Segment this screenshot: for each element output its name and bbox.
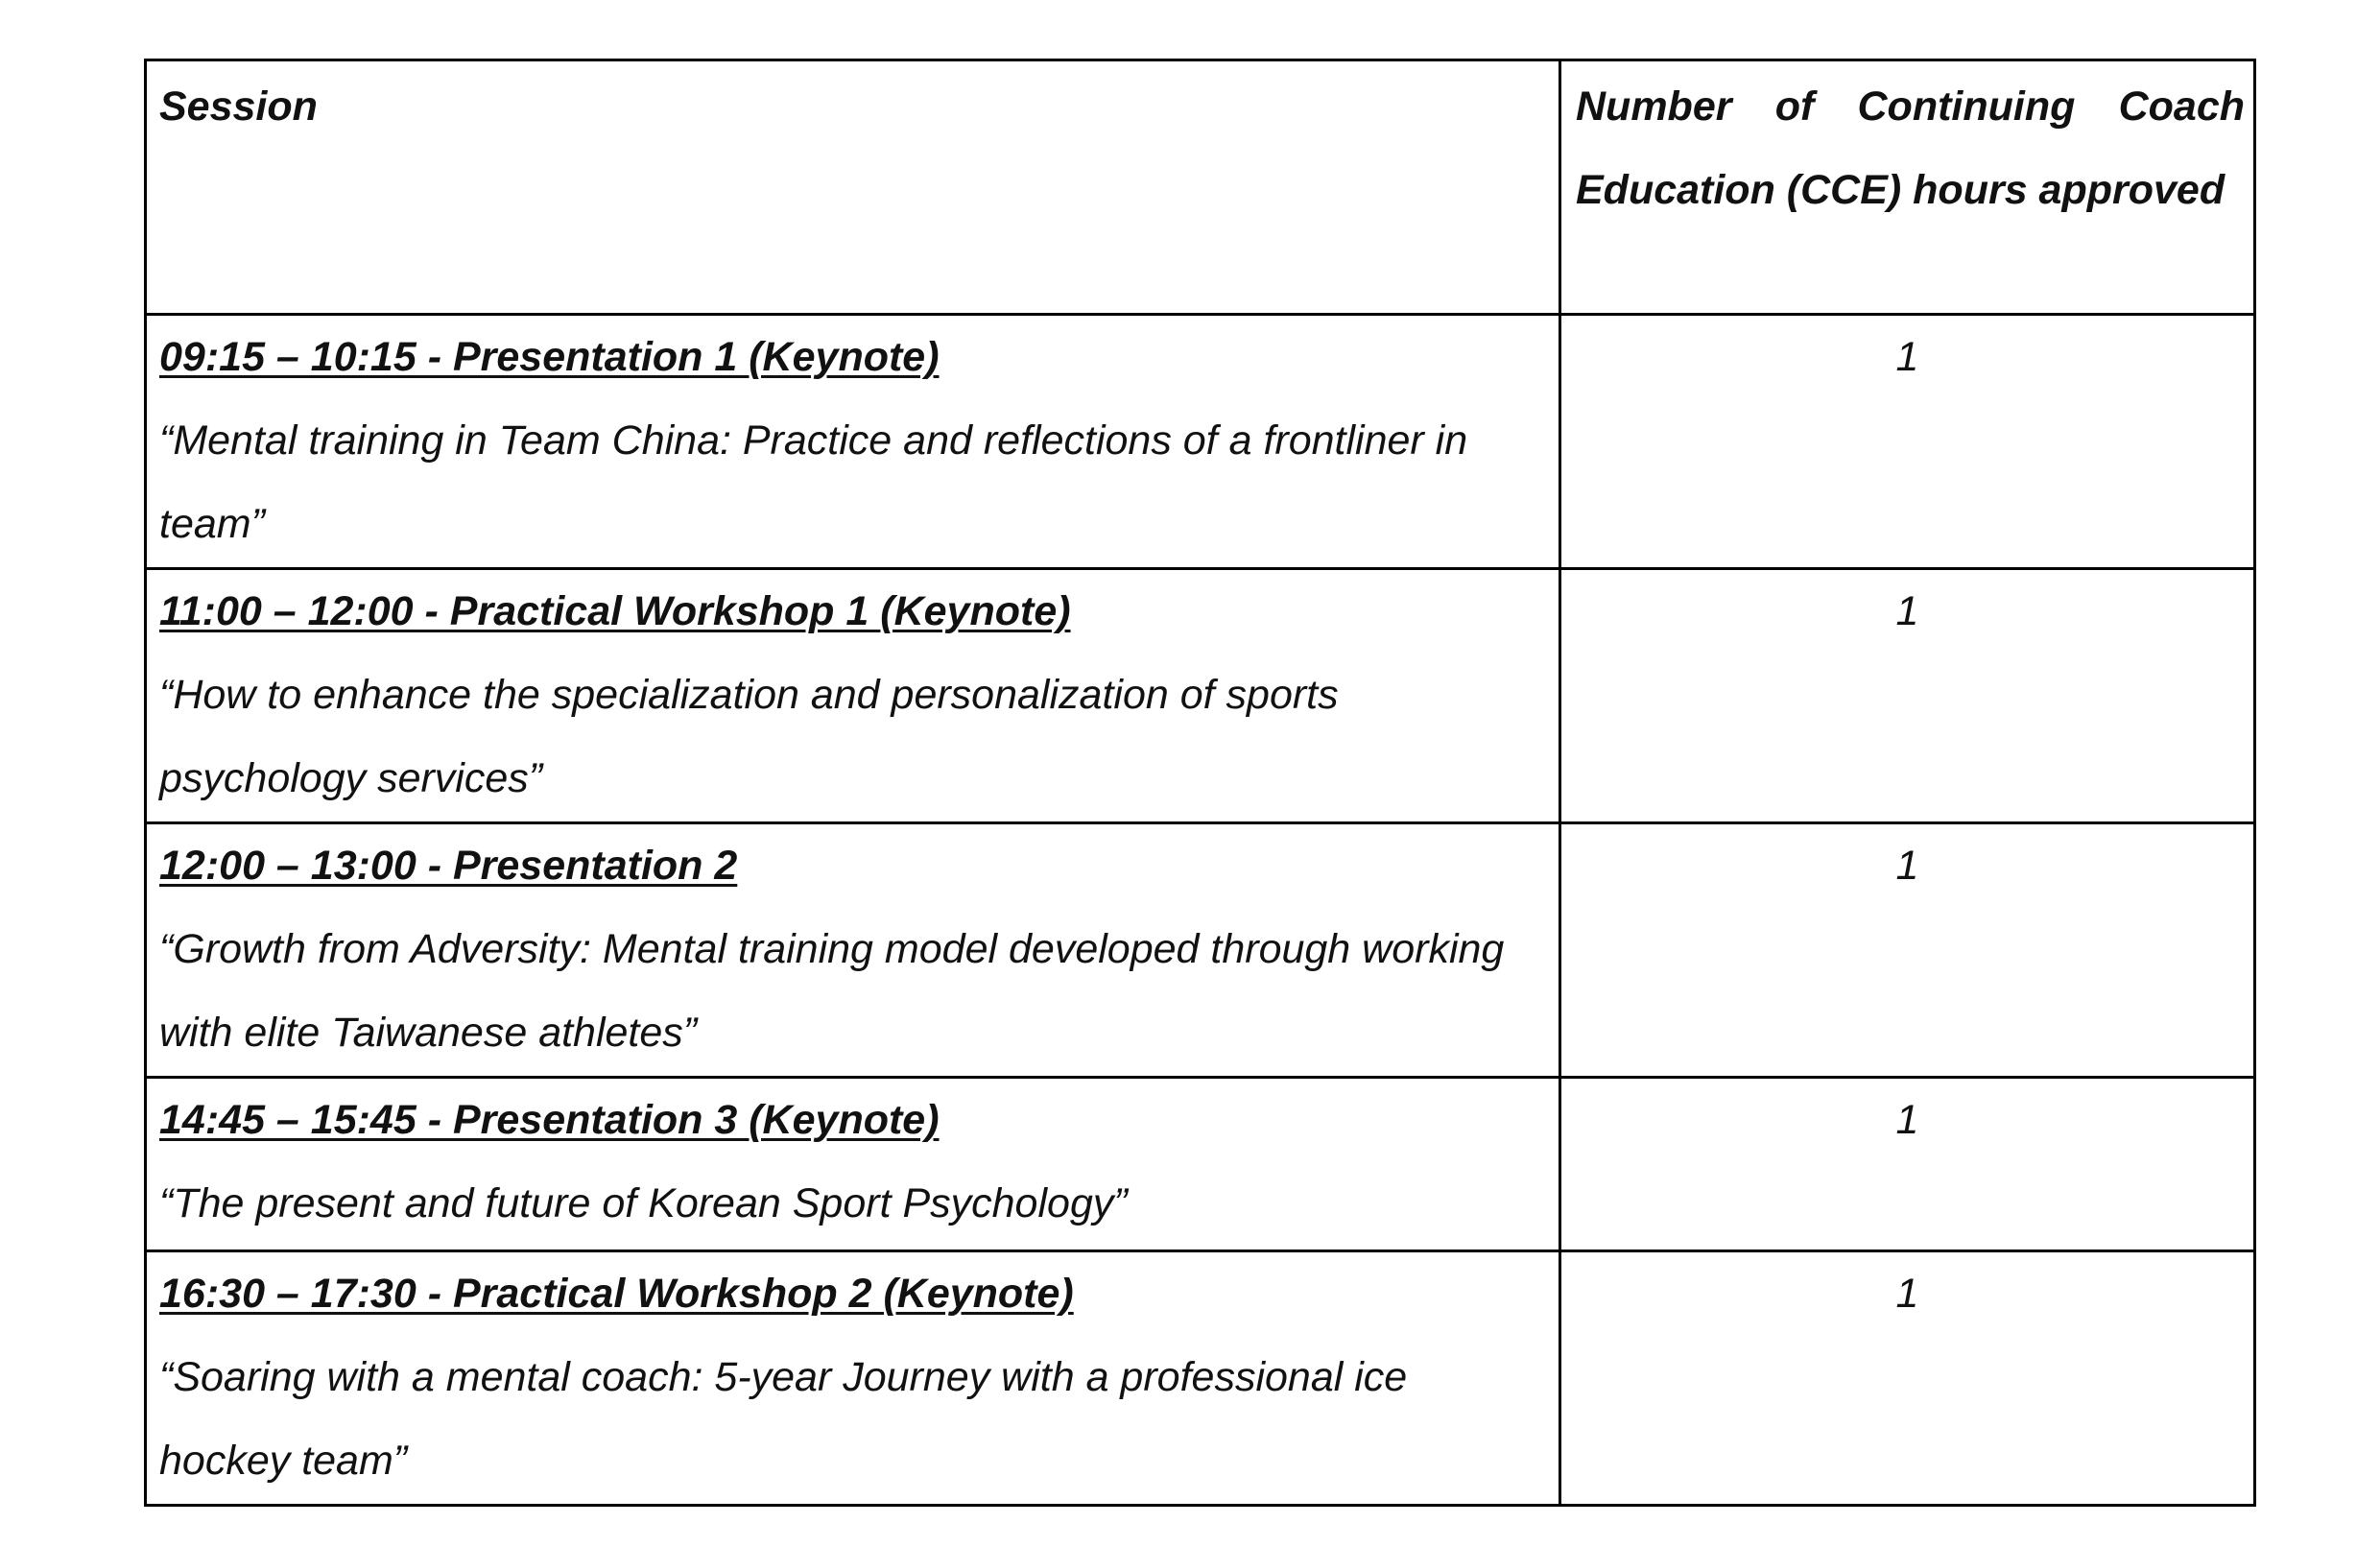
session-cell bbox=[146, 823, 1560, 1078]
table-row bbox=[146, 315, 2255, 569]
table-row bbox=[146, 1078, 2255, 1251]
hours-cell bbox=[1560, 823, 2255, 1078]
header-session-label: Session bbox=[159, 83, 318, 130]
session-title: “The present and future of Korean Sport Psychology” bbox=[159, 1180, 1128, 1226]
hours-value: 1 bbox=[1895, 1097, 1919, 1143]
hours-cell bbox=[1560, 1251, 2255, 1506]
table-row bbox=[146, 823, 2255, 1078]
session-heading: 14:45 – 15:45 - Presentation 3 (Keynote) bbox=[159, 1097, 940, 1143]
session-cell bbox=[146, 1251, 1560, 1506]
session-heading: 12:00 – 13:00 - Presentation 2 bbox=[159, 843, 738, 889]
session-title: “Growth from Adversity: Mental training model developed through working with elite Taiwanese athletes” bbox=[159, 926, 1505, 1056]
session-heading: 09:15 – 10:15 - Presentation 1 (Keynote) bbox=[159, 334, 940, 380]
session-title: “Mental training in Team China: Practice and reflections of a frontliner in team” bbox=[159, 417, 1468, 547]
hours-value: 1 bbox=[1895, 1271, 1919, 1317]
table-row bbox=[146, 569, 2255, 823]
hours-cell bbox=[1560, 1078, 2255, 1251]
hours-cell bbox=[1560, 315, 2255, 569]
hours-value: 1 bbox=[1895, 843, 1919, 889]
hours-value: 1 bbox=[1895, 588, 1919, 634]
hours-cell bbox=[1560, 569, 2255, 823]
table-header-row bbox=[146, 60, 2255, 315]
session-cell bbox=[146, 1078, 1560, 1251]
session-title: “Soaring with a mental coach: 5-year Journey with a professional ice hockey team” bbox=[159, 1354, 1408, 1484]
session-heading: 16:30 – 17:30 - Practical Workshop 2 (Keynote) bbox=[159, 1271, 1074, 1317]
session-title: “How to enhance the specialization and personalization of sports psychology services” bbox=[159, 672, 1339, 801]
table-row bbox=[146, 1251, 2255, 1506]
header-hours-label: Number of Continuing Coach Education (CCE) hours approved bbox=[1576, 83, 2245, 213]
session-cell bbox=[146, 315, 1560, 569]
header-cell-session bbox=[146, 60, 1560, 315]
hours-value: 1 bbox=[1895, 334, 1919, 380]
session-heading: 11:00 – 12:00 - Practical Workshop 1 (Keynote) bbox=[159, 588, 1071, 634]
cce-hours-table bbox=[144, 59, 2256, 1507]
session-cell bbox=[146, 569, 1560, 823]
header-cell-hours bbox=[1560, 60, 2255, 315]
